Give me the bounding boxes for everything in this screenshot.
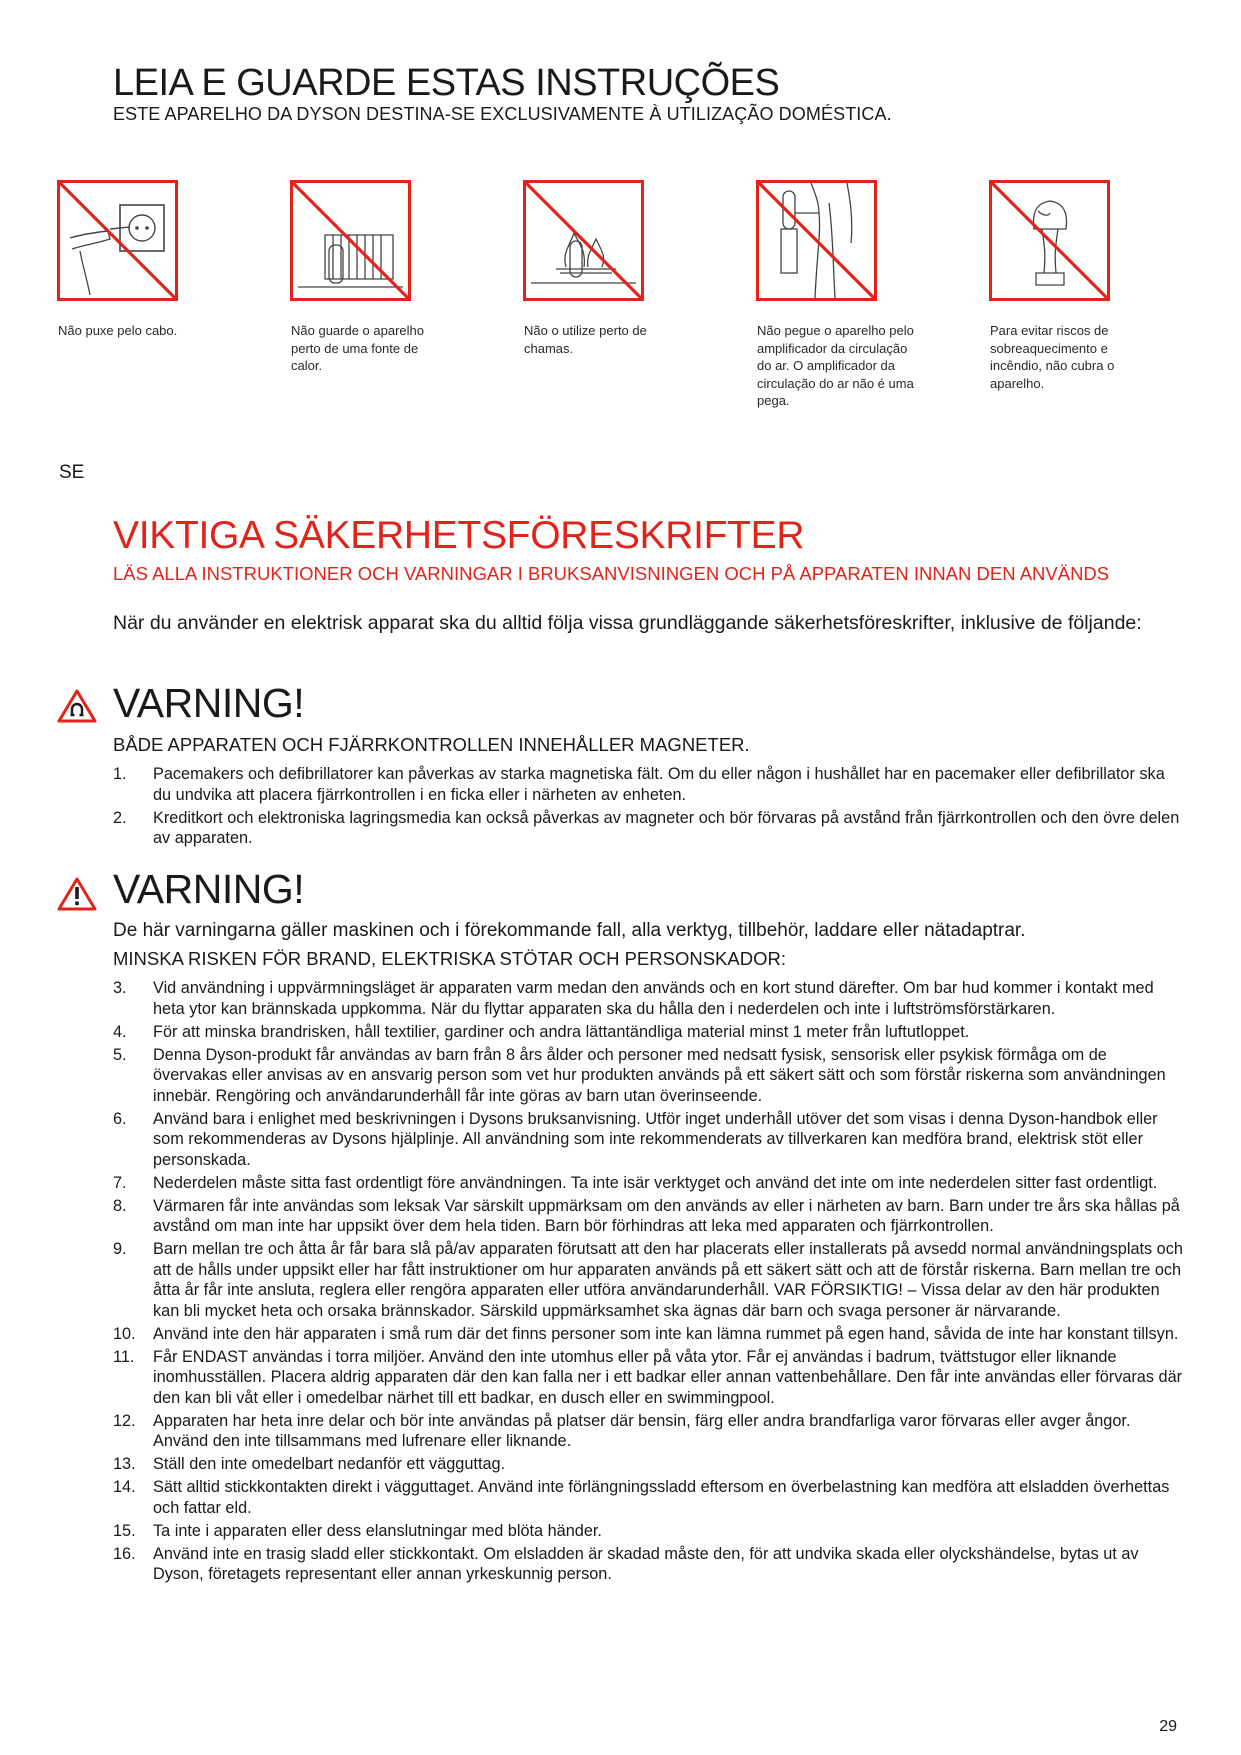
safety-subtitle: LÄS ALLA INSTRUKTIONER OCH VARNINGAR I BRUKSANVISNINGEN OCH PÅ APPARATEN INNAN DEN ANVÄNDS bbox=[113, 563, 1110, 584]
list-number: 7. bbox=[113, 1173, 127, 1192]
no-carry-by-loop-icon bbox=[756, 180, 877, 301]
no-cover-icon bbox=[989, 180, 1110, 301]
magnet-warning-icon bbox=[57, 688, 97, 724]
list-number: 1. bbox=[113, 765, 127, 783]
list-number: 8. bbox=[113, 1196, 127, 1215]
list-item bbox=[113, 1022, 1183, 1043]
icon-caption: Não guarde o aparelho perto de uma fonte de calor. bbox=[291, 323, 424, 373]
warning-subtitle: MINSKA RISKEN FÖR BRAND, ELEKTRISKA STÖTAR OCH PERSONSKADOR: bbox=[113, 948, 786, 969]
list-text: Använd inte en trasig sladd eller stickkontakt. Om elsladden är skadad måste den, för att undvika skada eller olyckshändelse, bytas ut av Dyson, företagets representant eller annan yrkeskunnig person. bbox=[153, 1544, 1139, 1583]
list-number: 16. bbox=[113, 1544, 136, 1563]
page-number: 29 bbox=[1159, 1718, 1177, 1735]
list-item bbox=[113, 1544, 1183, 1585]
list-text: Värmaren får inte användas som leksak Var särskilt uppmärksam om den används av eller i närheten av barn. Barn under tre års ska hållas på avstånd om man inte har uppsikt över dem hela tiden. Barn bör förhindras att leka med apparaten och fjärrkontrollen. bbox=[153, 1196, 1180, 1235]
list-number: 6. bbox=[113, 1109, 127, 1128]
language-code: SE bbox=[59, 462, 85, 483]
warning-text: De här varningarna gäller maskinen och i förekommande fall, alla verktyg, tillbehör, laddare eller nätadaptrar. bbox=[113, 920, 1026, 941]
list-text: Nederdelen måste sitta fast ordentligt före användningen. Ta inte isär verktyget och använd det inte om inte nederdelen sitter fast ordentligt. bbox=[153, 1173, 1158, 1192]
list-number: 4. bbox=[113, 1022, 127, 1041]
list-number: 12. bbox=[113, 1411, 136, 1430]
list-item bbox=[113, 1347, 1183, 1409]
list-number: 15. bbox=[113, 1521, 136, 1540]
warning-title: VARNING! bbox=[113, 680, 305, 726]
list-text: Pacemakers och defibrillatorer kan påverkas av starka magnetiska fält. Om du eller någon i hushållet har en pacemaker eller defibrillator ska du undvika att placera fjärrkontrollen i en ficka eller i närheten av enheten. bbox=[153, 765, 1165, 804]
page-title: LEIA E GUARDE ESTAS INSTRUÇÕES bbox=[113, 62, 780, 104]
list-item bbox=[113, 1454, 1183, 1475]
list-text: Barn mellan tre och åtta år får bara slå på/av apparaten förutsatt att den har placerats eller installerats på avsedd normal användningsplats och att de hålls under uppsikt eller har fått instruktioner om hur apparaten används på ett säkert sätt och att de förstår riskerna. Barn mellan tre och åtta år får inte ansluta, reglera eller rengöra apparaten eller utföra användarunderhåll. VAR FÖRSIKTIG! – Vissa delar av den här produkten kan bli mycket heta och orsaka brännskador. Särskild uppmärksamhet ska ägnas där barn och svaga personer är närvarande. bbox=[153, 1240, 1183, 1320]
list-text: Apparaten har heta inre delar och bör inte användas på platser där bensin, färg eller andra brandfarliga varor förvaras eller avger ångor. Använd den inte tillsammans med lufrenare eller liknande. bbox=[153, 1411, 1131, 1450]
list-text: Kreditkort och elektroniska lagringsmedia kan också påverkas av magneter och bör förvaras på avstånd från fjärrkontrollen och den övre delen av apparaten. bbox=[153, 808, 1180, 847]
list-number: 14. bbox=[113, 1478, 136, 1496]
no-pull-cord-icon bbox=[57, 180, 178, 301]
list-item bbox=[113, 1196, 1183, 1237]
list-text: Använd bara i enlighet med beskrivningen i Dysons bruksanvisning. Utför inget underhåll utöver det som visas i denna Dyson-handbok eller som rekommenderas av Dysons hjälplinje. All användning som inte rekommenderats av tillverkaren kan medföra brand, elektrisk stöt eller personskada. bbox=[153, 1109, 1158, 1169]
list-text: Ställ den inte omedelbart nedanför ett vägguttag. bbox=[153, 1455, 506, 1473]
icon-caption: Não pegue o aparelho pelo amplificador da circulação do ar. O amplificador da circulação do ar não é uma pega. bbox=[757, 323, 914, 408]
list-text: Sätt alltid stickkontakten direkt i vägguttaget. Använd inte förlängningssladd eftersom en överbelastning kan medföra att elsladden överhettas och fattar eld. bbox=[153, 1478, 1170, 1517]
safety-intro: När du använder en elektrisk apparat ska du alltid följa vissa grundläggande säkerhetsföreskrifter, inklusive de följande: bbox=[113, 612, 1142, 634]
warning-triangle-icon bbox=[57, 876, 97, 912]
list-item bbox=[113, 1477, 1183, 1518]
list-number: 2. bbox=[113, 808, 127, 827]
warning-subtitle: BÅDE APPARATEN OCH FJÄRRKONTROLLEN INNEHÅLLER MAGNETER. bbox=[113, 734, 750, 755]
list-text: För att minska brandrisken, håll textilier, gardiner och andra lättantändliga material minst 1 meter från luftutloppet. bbox=[153, 1022, 970, 1041]
list-item bbox=[113, 1109, 1183, 1171]
list-number: 9. bbox=[113, 1240, 127, 1258]
list-item bbox=[113, 1521, 1183, 1542]
list-item bbox=[113, 1173, 1183, 1194]
warning2-list bbox=[113, 978, 1183, 1587]
list-text: Får ENDAST användas i torra miljöer. Använd den inte utomhus eller på våta ytor. Får ej användas i badrum, tvättstugor eller liknande inomhusställen. Placera aldrig apparaten där den kan falla ner i ett badkar eller annan vattenbehållare. Den får inte användas eller förvaras där den kan bli våt eller i omedelbar närhet till ett badkar, en dusch eller en swimmingpool. bbox=[153, 1347, 1183, 1407]
list-item bbox=[113, 1324, 1183, 1345]
list-text: Använd inte den här apparaten i små rum där det finns personer som inte kan lämna rummet på egen hand, såvida de inte har konstant tillsyn. bbox=[153, 1324, 1179, 1343]
warning-title: VARNING! bbox=[113, 866, 305, 912]
list-number: 11. bbox=[113, 1347, 135, 1366]
list-item bbox=[113, 1045, 1183, 1107]
list-text: Denna Dyson-produkt får användas av barn från 8 års ålder och personer med nedsatt fysisk, sensorisk eller psykisk förmåga om de övervakas eller anvisas av en ansvarig person som vet hur produkten används på ett säkert sätt och som förstår riskerna som användningen innebär. Rengöring och användarunderhåll får inte göras av barn utan överinseende. bbox=[153, 1045, 1166, 1105]
no-flames-icon bbox=[523, 180, 644, 301]
list-number: 5. bbox=[113, 1045, 127, 1064]
list-text: Vid användning i uppvärmningsläget är apparaten varm medan den används och en kort stund därefter. Om bar hud kommer i kontakt med heta ytor kan brännskada uppkomma. När du flyttar apparaten ska du hålla den i nederdelen och inte i luftströmsförstärkaren. bbox=[153, 979, 1154, 1018]
list-item bbox=[113, 808, 1183, 849]
warning1-list bbox=[113, 764, 1183, 851]
page-subtitle: ESTE APARELHO DA DYSON DESTINA-SE EXCLUSIVAMENTE À UTILIZAÇÃO DOMÉSTICA. bbox=[113, 104, 892, 124]
list-item bbox=[113, 1239, 1183, 1321]
no-heat-source-icon bbox=[290, 180, 411, 301]
icon-caption: Não o utilize perto de chamas. bbox=[524, 323, 647, 356]
list-item bbox=[113, 1411, 1183, 1452]
list-number: 3. bbox=[113, 979, 127, 997]
list-item bbox=[113, 764, 1183, 805]
list-number: 10. bbox=[113, 1324, 136, 1343]
list-item bbox=[113, 978, 1183, 1019]
list-number: 13. bbox=[113, 1455, 136, 1473]
list-text: Ta inte i apparaten eller dess elanslutningar med blöta händer. bbox=[153, 1521, 602, 1540]
safety-title: VIKTIGA SÄKERHETSFÖRESKRIFTER bbox=[113, 514, 805, 557]
icon-caption: Não puxe pelo cabo. bbox=[58, 323, 178, 338]
icon-caption: Para evitar riscos de sobreaquecimento e incêndio, não cubra o aparelho. bbox=[990, 323, 1115, 391]
